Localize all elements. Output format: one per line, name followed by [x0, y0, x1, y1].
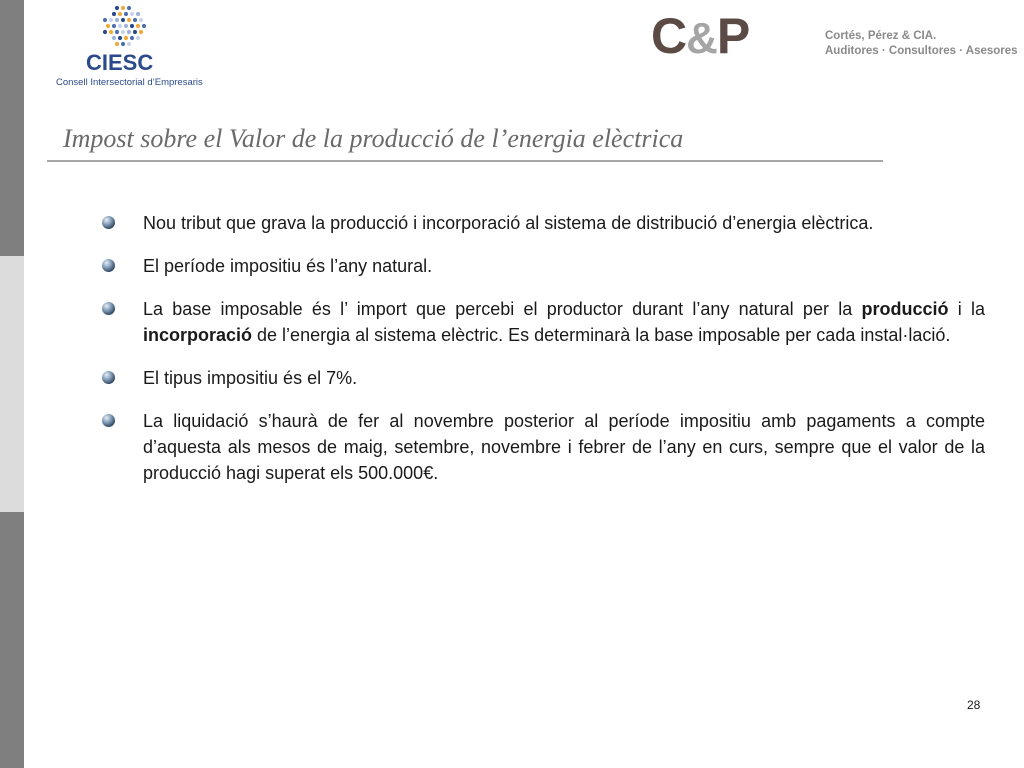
emblem-dot	[115, 6, 119, 10]
emblem-dot	[112, 36, 116, 40]
bullet-text: i la	[948, 299, 985, 319]
bullet-text: Nou tribut que grava la producció i incorporació al sistema de distribució d’energia elèctrica.	[143, 213, 874, 233]
emblem-dot	[103, 18, 107, 22]
emblem-dot	[103, 30, 107, 34]
emblem-dot	[115, 30, 119, 34]
emblem-dot	[133, 18, 137, 22]
side-bar-bottom	[0, 512, 24, 768]
emblem-dot	[127, 6, 131, 10]
emblem-dot	[130, 24, 134, 28]
bullet-icon	[102, 414, 115, 427]
emblem-dot	[136, 36, 140, 40]
emblem-dot	[124, 36, 128, 40]
cp-logo-p: P	[716, 8, 750, 64]
title-underline	[47, 160, 883, 162]
ciesc-dots-emblem	[98, 4, 148, 50]
emblem-dot	[121, 30, 125, 34]
emblem-dot	[133, 30, 137, 34]
emblem-dot	[115, 18, 119, 22]
emblem-dot	[136, 12, 140, 16]
emblem-dot	[130, 36, 134, 40]
emblem-dot	[139, 30, 143, 34]
bullet-item	[102, 365, 985, 391]
bullet-list	[102, 210, 985, 503]
bullet-item	[102, 210, 985, 236]
emblem-dot	[118, 36, 122, 40]
bullet-text: La base imposable és l’ import que percebi el productor durant l’any natural per la	[143, 299, 862, 319]
emblem-dot	[121, 18, 125, 22]
cp-company-name: Cortés, Pérez & CIA.	[825, 30, 937, 42]
ciesc-logo	[54, 4, 203, 90]
emblem-dot	[109, 18, 113, 22]
emblem-dot	[136, 24, 140, 28]
bullet-icon	[102, 302, 115, 315]
bullet-text-bold: incorporació	[143, 325, 253, 345]
bullet-text: El tipus impositiu és el 7%.	[143, 368, 358, 388]
emblem-dot	[118, 12, 122, 16]
emblem-dot	[127, 42, 131, 46]
emblem-dot	[124, 12, 128, 16]
cp-company-tagline: Auditores · Consultores · Asesores	[825, 45, 1018, 57]
cp-company-block	[825, 29, 1018, 59]
cp-logo-amp: &	[686, 14, 717, 63]
ciesc-logo-subtitle: Consell Intersectorial d’Empresaris	[56, 77, 203, 88]
bullet-item	[102, 408, 985, 486]
cp-logo	[651, 8, 749, 67]
bullet-icon	[102, 259, 115, 272]
emblem-dot	[112, 24, 116, 28]
emblem-dot	[139, 18, 143, 22]
bullet-item	[102, 296, 985, 348]
emblem-dot	[121, 42, 125, 46]
emblem-dot	[112, 12, 116, 16]
bullet-icon	[102, 216, 115, 229]
emblem-dot	[127, 18, 131, 22]
bullet-text: La liquidació s’haurà de fer al novembre posterior al període impositiu amb pagaments a compte d’aquesta als mesos de maig, setembre, novembre i febrer de l’any en curs, sempre que el valor de la producció hagi superat els 500.000€.	[143, 411, 985, 483]
emblem-dot	[142, 24, 146, 28]
emblem-dot	[121, 6, 125, 10]
bullet-item	[102, 253, 985, 279]
bullet-text-bold: producció	[861, 299, 949, 319]
emblem-dot	[124, 24, 128, 28]
bullet-text: El període impositiu és l’any natural.	[143, 256, 433, 276]
emblem-dot	[127, 30, 131, 34]
bullet-text: de l’energia al sistema elèctric. Es determinarà la base imposable per cada instal·lació.	[252, 325, 951, 345]
emblem-dot	[106, 24, 110, 28]
emblem-dot	[115, 42, 119, 46]
emblem-dot	[109, 30, 113, 34]
side-bar-top	[0, 0, 24, 256]
side-bar-middle	[0, 256, 24, 512]
cp-logo-c: C	[651, 8, 687, 64]
slide-title: Impost sobre el Valor de la producció de l’energia elèctrica	[63, 124, 684, 153]
ciesc-logo-name: CIESC	[86, 50, 154, 75]
emblem-dot	[118, 24, 122, 28]
page-number: 28	[967, 698, 981, 712]
bullet-icon	[102, 371, 115, 384]
emblem-dot	[130, 12, 134, 16]
